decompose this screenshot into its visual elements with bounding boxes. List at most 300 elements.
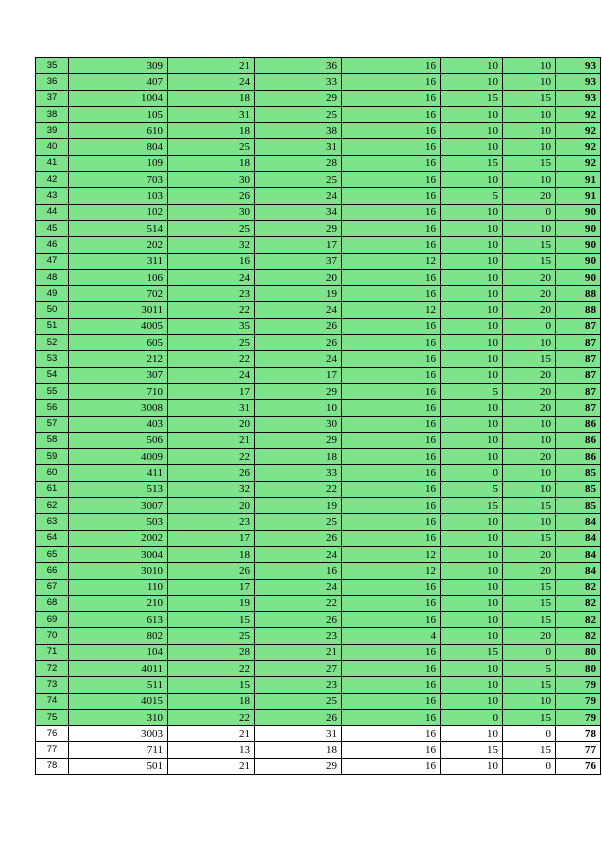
rank-cell: 36 (36, 74, 69, 90)
score-cell-2: 21 (255, 644, 342, 660)
total-cell: 87 (556, 400, 601, 416)
total-cell: 87 (556, 351, 601, 367)
rank-cell: 64 (36, 530, 69, 546)
total-cell: 93 (556, 74, 601, 90)
score-cell-4: 10 (441, 677, 503, 693)
score-cell-4: 15 (441, 742, 503, 758)
score-cell-5: 10 (503, 74, 556, 90)
score-cell-1: 21 (168, 758, 255, 774)
rank-cell: 67 (36, 579, 69, 595)
score-cell-5: 20 (503, 367, 556, 383)
score-cell-2: 24 (255, 546, 342, 562)
score-cell-5: 15 (503, 237, 556, 253)
score-cell-4: 5 (441, 188, 503, 204)
rank-cell: 68 (36, 595, 69, 611)
rank-cell: 56 (36, 400, 69, 416)
total-cell: 84 (556, 546, 601, 562)
score-cell-4: 10 (441, 612, 503, 628)
id-cell: 613 (69, 612, 168, 628)
score-cell-3: 16 (342, 693, 441, 709)
score-cell-5: 0 (503, 758, 556, 774)
rank-cell: 38 (36, 106, 69, 122)
score-cell-5: 10 (503, 139, 556, 155)
id-cell: 202 (69, 237, 168, 253)
score-cell-3: 12 (342, 546, 441, 562)
table-row (36, 302, 601, 318)
rank-cell: 53 (36, 351, 69, 367)
score-cell-1: 15 (168, 677, 255, 693)
total-cell: 90 (556, 204, 601, 220)
score-cell-2: 25 (255, 106, 342, 122)
score-cell-2: 29 (255, 90, 342, 106)
table-row (36, 709, 601, 725)
score-cell-2: 37 (255, 253, 342, 269)
score-cell-3: 16 (342, 416, 441, 432)
score-cell-4: 10 (441, 530, 503, 546)
table-row (36, 188, 601, 204)
score-cell-3: 16 (342, 742, 441, 758)
score-cell-4: 5 (441, 383, 503, 399)
score-cell-2: 24 (255, 579, 342, 595)
score-cell-5: 20 (503, 302, 556, 318)
id-cell: 109 (69, 155, 168, 171)
id-cell: 212 (69, 351, 168, 367)
score-cell-1: 19 (168, 595, 255, 611)
total-cell: 85 (556, 481, 601, 497)
table-row (36, 220, 601, 236)
score-cell-2: 22 (255, 481, 342, 497)
rank-cell: 57 (36, 416, 69, 432)
id-cell: 3003 (69, 726, 168, 742)
table-row (36, 204, 601, 220)
id-cell: 501 (69, 758, 168, 774)
score-cell-5: 15 (503, 595, 556, 611)
score-cell-2: 31 (255, 726, 342, 742)
table-row (36, 514, 601, 530)
table-row (36, 693, 601, 709)
score-cell-5: 0 (503, 726, 556, 742)
id-cell: 309 (69, 58, 168, 74)
total-cell: 80 (556, 644, 601, 660)
score-cell-2: 26 (255, 709, 342, 725)
id-cell: 710 (69, 383, 168, 399)
score-cell-4: 10 (441, 139, 503, 155)
rank-cell: 55 (36, 383, 69, 399)
total-cell: 92 (556, 106, 601, 122)
score-cell-4: 15 (441, 644, 503, 660)
score-cell-2: 33 (255, 465, 342, 481)
score-table (35, 57, 601, 775)
rank-cell: 52 (36, 335, 69, 351)
score-cell-3: 16 (342, 106, 441, 122)
table-row (36, 58, 601, 74)
score-cell-4: 10 (441, 432, 503, 448)
score-cell-1: 21 (168, 432, 255, 448)
total-cell: 90 (556, 253, 601, 269)
rank-cell: 73 (36, 677, 69, 693)
score-cell-4: 10 (441, 204, 503, 220)
total-cell: 91 (556, 188, 601, 204)
score-cell-5: 15 (503, 90, 556, 106)
score-cell-4: 10 (441, 579, 503, 595)
score-cell-1: 28 (168, 644, 255, 660)
score-cell-2: 34 (255, 204, 342, 220)
id-cell: 703 (69, 172, 168, 188)
table-row (36, 383, 601, 399)
total-cell: 92 (556, 155, 601, 171)
rank-cell: 45 (36, 220, 69, 236)
score-cell-1: 15 (168, 612, 255, 628)
score-cell-2: 10 (255, 400, 342, 416)
score-cell-5: 0 (503, 318, 556, 334)
score-cell-5: 20 (503, 188, 556, 204)
total-cell: 78 (556, 726, 601, 742)
table-body (36, 58, 601, 775)
total-cell: 86 (556, 449, 601, 465)
table-row (36, 155, 601, 171)
score-cell-2: 27 (255, 660, 342, 676)
table-row (36, 530, 601, 546)
score-cell-2: 26 (255, 530, 342, 546)
score-cell-4: 0 (441, 709, 503, 725)
score-cell-3: 16 (342, 269, 441, 285)
score-cell-1: 25 (168, 628, 255, 644)
score-cell-3: 16 (342, 709, 441, 725)
score-cell-1: 18 (168, 90, 255, 106)
id-cell: 702 (69, 286, 168, 302)
score-cell-1: 18 (168, 123, 255, 139)
score-cell-3: 16 (342, 172, 441, 188)
table-row (36, 253, 601, 269)
table-row (36, 74, 601, 90)
score-cell-4: 10 (441, 172, 503, 188)
total-cell: 80 (556, 660, 601, 676)
score-cell-1: 30 (168, 204, 255, 220)
table-row (36, 449, 601, 465)
total-cell: 93 (556, 90, 601, 106)
score-cell-5: 10 (503, 220, 556, 236)
total-cell: 79 (556, 709, 601, 725)
total-cell: 79 (556, 693, 601, 709)
score-cell-2: 24 (255, 351, 342, 367)
score-cell-4: 0 (441, 465, 503, 481)
score-cell-2: 29 (255, 432, 342, 448)
id-cell: 307 (69, 367, 168, 383)
score-cell-5: 10 (503, 465, 556, 481)
score-cell-1: 26 (168, 465, 255, 481)
score-cell-1: 32 (168, 237, 255, 253)
score-cell-5: 10 (503, 123, 556, 139)
score-cell-5: 15 (503, 155, 556, 171)
score-cell-2: 30 (255, 416, 342, 432)
score-cell-3: 16 (342, 155, 441, 171)
score-cell-2: 36 (255, 58, 342, 74)
score-cell-4: 10 (441, 449, 503, 465)
score-cell-4: 10 (441, 367, 503, 383)
total-cell: 85 (556, 465, 601, 481)
score-cell-2: 18 (255, 742, 342, 758)
table-row (36, 318, 601, 334)
score-cell-2: 20 (255, 269, 342, 285)
table-row (36, 139, 601, 155)
rank-cell: 40 (36, 139, 69, 155)
score-cell-4: 10 (441, 416, 503, 432)
id-cell: 3010 (69, 563, 168, 579)
rank-cell: 49 (36, 286, 69, 302)
rank-cell: 74 (36, 693, 69, 709)
score-cell-5: 10 (503, 335, 556, 351)
score-cell-2: 19 (255, 498, 342, 514)
score-cell-4: 10 (441, 106, 503, 122)
rank-cell: 70 (36, 628, 69, 644)
score-cell-3: 16 (342, 237, 441, 253)
score-cell-1: 21 (168, 726, 255, 742)
score-cell-2: 22 (255, 595, 342, 611)
total-cell: 93 (556, 58, 601, 74)
rank-cell: 65 (36, 546, 69, 562)
rank-cell: 63 (36, 514, 69, 530)
total-cell: 84 (556, 530, 601, 546)
score-cell-4: 10 (441, 318, 503, 334)
score-cell-5: 0 (503, 204, 556, 220)
total-cell: 77 (556, 742, 601, 758)
id-cell: 3007 (69, 498, 168, 514)
score-cell-1: 20 (168, 498, 255, 514)
score-cell-1: 22 (168, 709, 255, 725)
score-cell-4: 10 (441, 269, 503, 285)
table-row (36, 269, 601, 285)
score-cell-1: 26 (168, 188, 255, 204)
score-cell-2: 24 (255, 302, 342, 318)
score-cell-3: 16 (342, 758, 441, 774)
rank-cell: 35 (36, 58, 69, 74)
table-row (36, 579, 601, 595)
score-cell-4: 10 (441, 220, 503, 236)
score-cell-1: 18 (168, 155, 255, 171)
table-row (36, 660, 601, 676)
score-cell-3: 16 (342, 530, 441, 546)
score-cell-5: 15 (503, 742, 556, 758)
id-cell: 104 (69, 644, 168, 660)
table-row (36, 481, 601, 497)
score-cell-1: 31 (168, 106, 255, 122)
score-cell-1: 21 (168, 58, 255, 74)
score-cell-2: 23 (255, 677, 342, 693)
score-cell-3: 16 (342, 335, 441, 351)
score-cell-3: 16 (342, 139, 441, 155)
total-cell: 82 (556, 595, 601, 611)
table-row (36, 465, 601, 481)
score-cell-4: 10 (441, 302, 503, 318)
score-cell-1: 22 (168, 660, 255, 676)
score-cell-4: 10 (441, 660, 503, 676)
total-cell: 90 (556, 237, 601, 253)
score-cell-3: 16 (342, 367, 441, 383)
score-cell-2: 26 (255, 318, 342, 334)
score-cell-4: 10 (441, 237, 503, 253)
score-cell-4: 10 (441, 400, 503, 416)
score-cell-2: 29 (255, 758, 342, 774)
score-cell-5: 15 (503, 498, 556, 514)
score-cell-3: 16 (342, 677, 441, 693)
score-cell-1: 22 (168, 302, 255, 318)
score-cell-5: 10 (503, 514, 556, 530)
id-cell: 4009 (69, 449, 168, 465)
rank-cell: 51 (36, 318, 69, 334)
score-cell-5: 15 (503, 351, 556, 367)
score-cell-2: 25 (255, 172, 342, 188)
rank-cell: 61 (36, 481, 69, 497)
table-row (36, 367, 601, 383)
id-cell: 605 (69, 335, 168, 351)
id-cell: 711 (69, 742, 168, 758)
score-cell-4: 10 (441, 693, 503, 709)
score-cell-1: 30 (168, 172, 255, 188)
score-cell-1: 24 (168, 367, 255, 383)
table-row (36, 286, 601, 302)
score-cell-5: 10 (503, 432, 556, 448)
score-cell-4: 10 (441, 726, 503, 742)
score-cell-1: 18 (168, 546, 255, 562)
id-cell: 4005 (69, 318, 168, 334)
score-cell-4: 10 (441, 123, 503, 139)
score-cell-3: 16 (342, 90, 441, 106)
score-cell-4: 10 (441, 58, 503, 74)
id-cell: 3004 (69, 546, 168, 562)
score-cell-3: 16 (342, 612, 441, 628)
score-cell-4: 10 (441, 335, 503, 351)
table-row (36, 563, 601, 579)
total-cell: 90 (556, 269, 601, 285)
score-cell-5: 10 (503, 416, 556, 432)
score-cell-3: 16 (342, 644, 441, 660)
id-cell: 1004 (69, 90, 168, 106)
table-row (36, 172, 601, 188)
id-cell: 511 (69, 677, 168, 693)
id-cell: 311 (69, 253, 168, 269)
score-cell-1: 13 (168, 742, 255, 758)
score-cell-4: 10 (441, 595, 503, 611)
rank-cell: 62 (36, 498, 69, 514)
score-cell-2: 26 (255, 612, 342, 628)
score-cell-3: 16 (342, 514, 441, 530)
total-cell: 84 (556, 563, 601, 579)
score-cell-5: 20 (503, 400, 556, 416)
table-row (36, 726, 601, 742)
score-cell-1: 22 (168, 449, 255, 465)
id-cell: 102 (69, 204, 168, 220)
score-cell-3: 16 (342, 465, 441, 481)
total-cell: 88 (556, 286, 601, 302)
total-cell: 88 (556, 302, 601, 318)
score-cell-5: 15 (503, 530, 556, 546)
score-cell-2: 28 (255, 155, 342, 171)
score-cell-4: 5 (441, 481, 503, 497)
rank-cell: 43 (36, 188, 69, 204)
id-cell: 411 (69, 465, 168, 481)
id-cell: 610 (69, 123, 168, 139)
score-cell-1: 25 (168, 220, 255, 236)
id-cell: 3011 (69, 302, 168, 318)
table-row (36, 498, 601, 514)
score-cell-5: 20 (503, 383, 556, 399)
score-cell-1: 24 (168, 269, 255, 285)
score-cell-4: 10 (441, 546, 503, 562)
table-row (36, 758, 601, 774)
score-cell-3: 12 (342, 253, 441, 269)
score-cell-2: 25 (255, 514, 342, 530)
table-row (36, 123, 601, 139)
score-cell-5: 15 (503, 709, 556, 725)
score-cell-2: 17 (255, 237, 342, 253)
score-cell-5: 15 (503, 677, 556, 693)
score-cell-3: 16 (342, 204, 441, 220)
score-cell-2: 17 (255, 367, 342, 383)
score-cell-1: 25 (168, 335, 255, 351)
score-cell-2: 29 (255, 220, 342, 236)
score-cell-5: 20 (503, 286, 556, 302)
score-cell-4: 10 (441, 758, 503, 774)
table-row (36, 546, 601, 562)
rank-cell: 72 (36, 660, 69, 676)
score-cell-5: 10 (503, 106, 556, 122)
rank-cell: 76 (36, 726, 69, 742)
id-cell: 2002 (69, 530, 168, 546)
id-cell: 4015 (69, 693, 168, 709)
score-cell-1: 17 (168, 530, 255, 546)
total-cell: 87 (556, 367, 601, 383)
score-cell-4: 10 (441, 514, 503, 530)
id-cell: 407 (69, 74, 168, 90)
score-cell-1: 17 (168, 579, 255, 595)
score-cell-4: 10 (441, 351, 503, 367)
score-cell-3: 16 (342, 318, 441, 334)
table-row (36, 335, 601, 351)
score-cell-5: 10 (503, 693, 556, 709)
score-cell-4: 10 (441, 253, 503, 269)
score-cell-1: 16 (168, 253, 255, 269)
total-cell: 91 (556, 172, 601, 188)
score-cell-4: 10 (441, 628, 503, 644)
score-cell-3: 16 (342, 579, 441, 595)
rank-cell: 37 (36, 90, 69, 106)
total-cell: 84 (556, 514, 601, 530)
score-cell-3: 16 (342, 726, 441, 742)
score-cell-5: 0 (503, 644, 556, 660)
total-cell: 87 (556, 383, 601, 399)
table-row (36, 612, 601, 628)
score-cell-1: 35 (168, 318, 255, 334)
score-cell-5: 10 (503, 58, 556, 74)
rank-cell: 44 (36, 204, 69, 220)
id-cell: 802 (69, 628, 168, 644)
rank-cell: 41 (36, 155, 69, 171)
id-cell: 310 (69, 709, 168, 725)
score-cell-3: 16 (342, 383, 441, 399)
score-cell-3: 16 (342, 74, 441, 90)
total-cell: 92 (556, 123, 601, 139)
score-cell-5: 15 (503, 579, 556, 595)
id-cell: 106 (69, 269, 168, 285)
table-row (36, 106, 601, 122)
rank-cell: 47 (36, 253, 69, 269)
score-cell-2: 18 (255, 449, 342, 465)
total-cell: 86 (556, 432, 601, 448)
score-cell-3: 16 (342, 123, 441, 139)
total-cell: 76 (556, 758, 601, 774)
score-cell-1: 23 (168, 514, 255, 530)
score-cell-1: 18 (168, 693, 255, 709)
